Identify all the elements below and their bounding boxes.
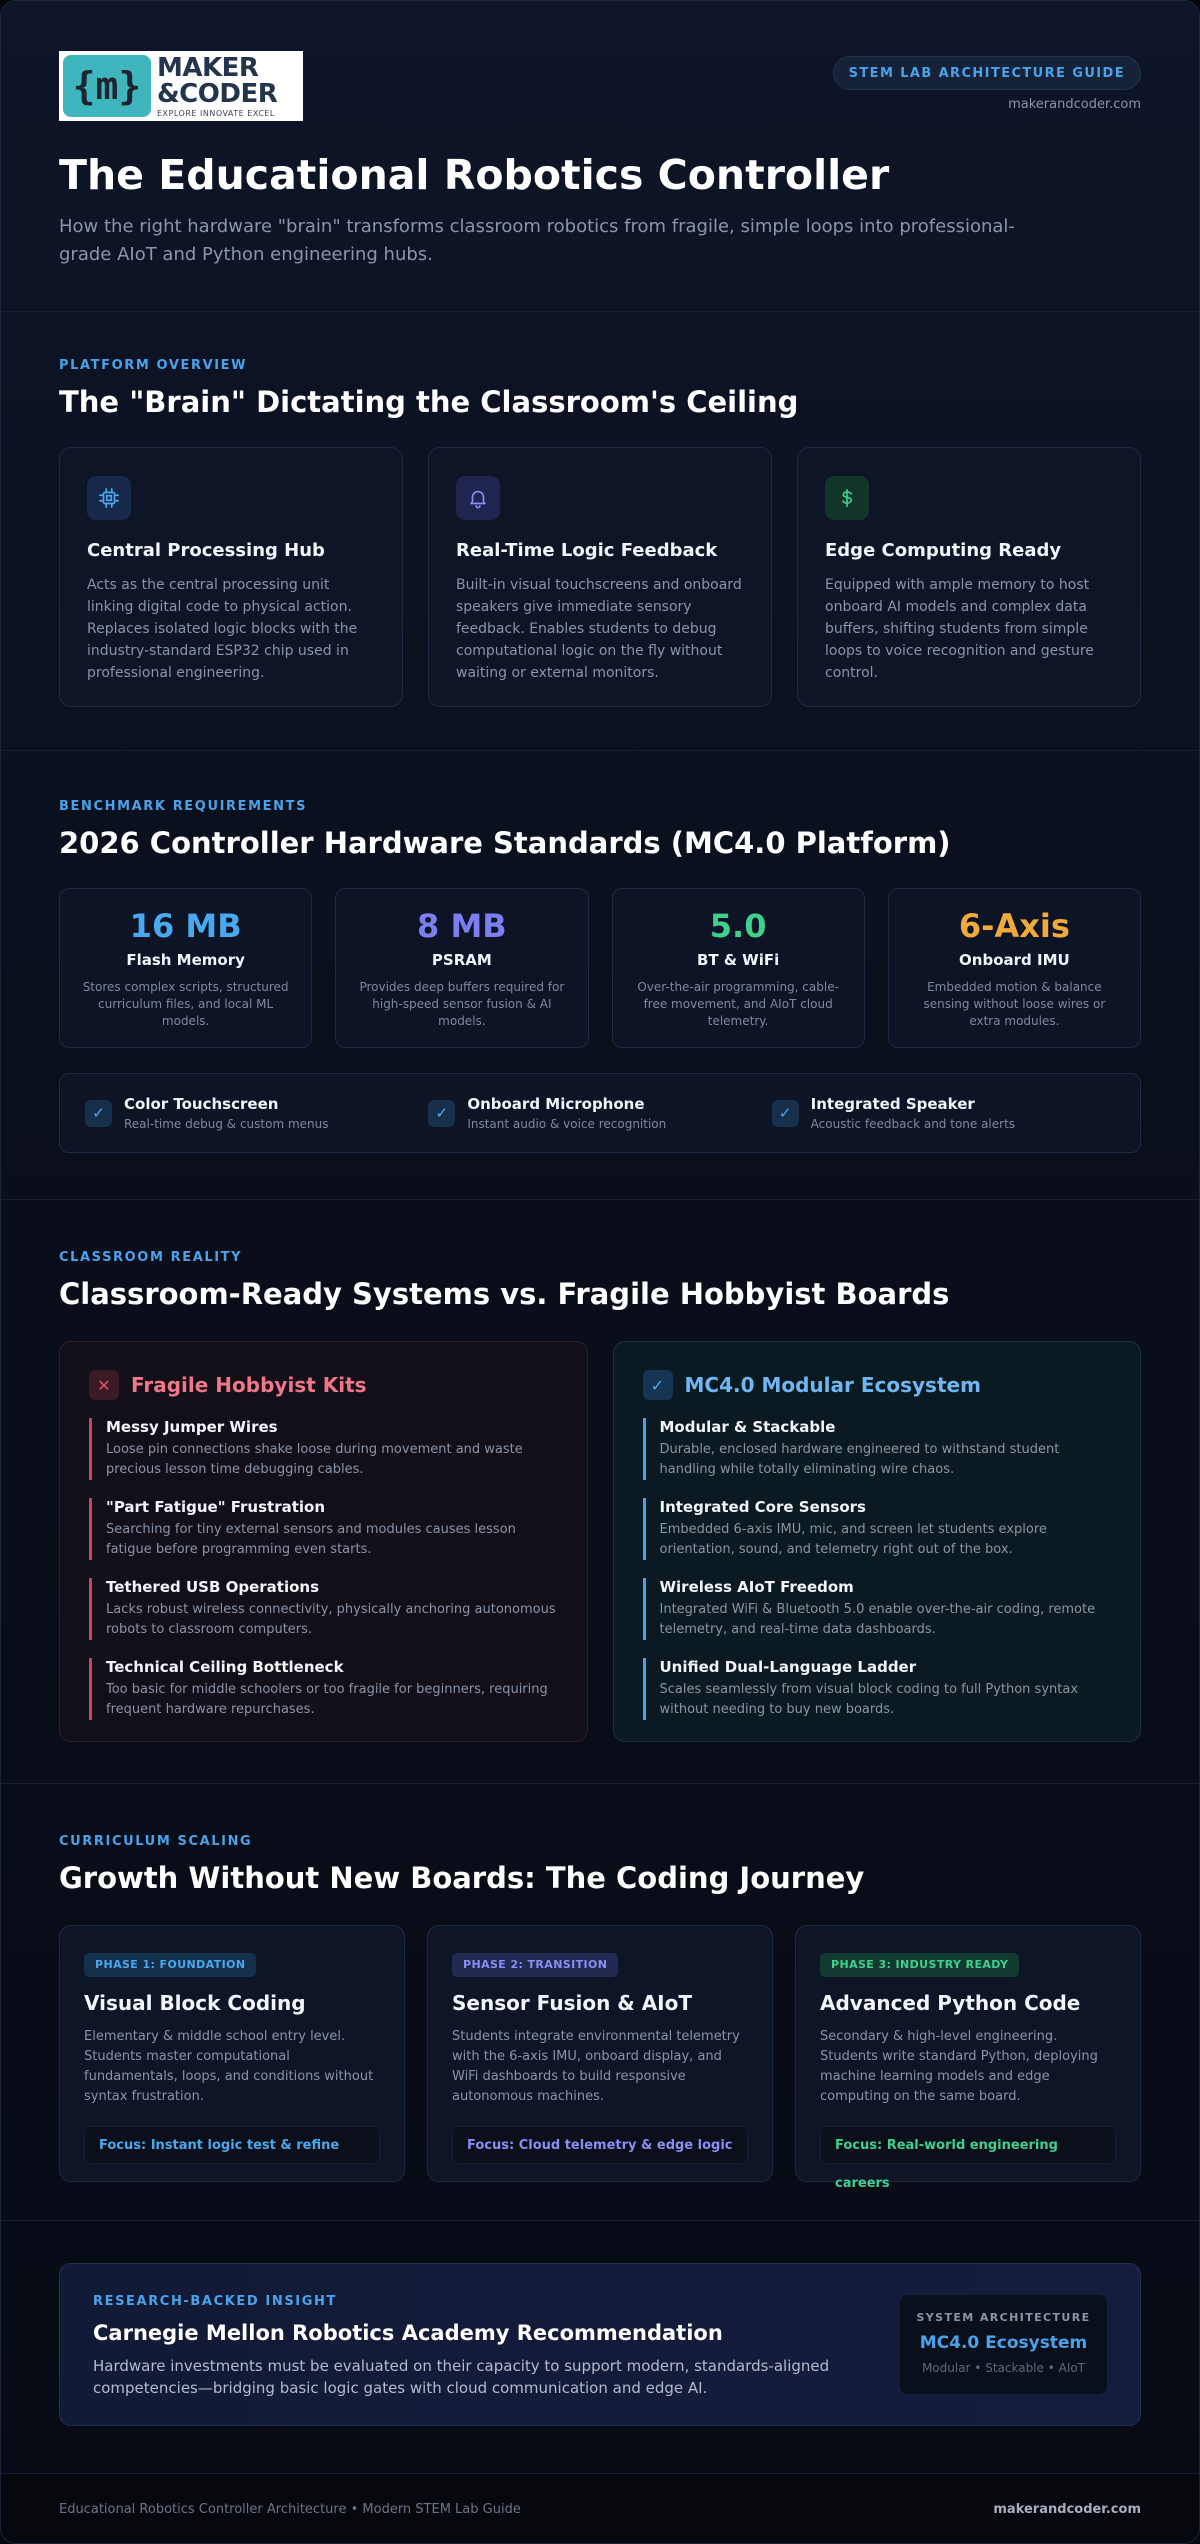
page-subtitle: How the right hardware "brain" transforms classroom robotics from fragile, simple loops into professional-grade AIoT and Python engineering hubs.	[59, 216, 1015, 265]
stat-label: BT & WiFi	[696, 951, 780, 969]
list-item	[89, 1578, 558, 1640]
phase-focus: Focus: Real-world engineering careers	[820, 2126, 1116, 2164]
item-text: Integrated WiFi & Bluetooth 5.0 enable over-the-air coding, remote telemetry, and real-time data dashboards.	[659, 1602, 1096, 1637]
hobbyist-kits-panel	[59, 1341, 588, 1742]
item-title: Modular & Stackable	[659, 1418, 836, 1436]
page-footer	[1, 2474, 1199, 2544]
insight-title: Carnegie Mellon Robotics Academy Recommendation	[93, 2321, 723, 2345]
section-title: The "Brain" Dictating the Classroom's Ceiling	[59, 385, 799, 419]
stat-desc: Provides deep buffers required for high-speed sensor fusion & AI models.	[359, 980, 565, 1028]
section-title: Classroom-Ready Systems vs. Fragile Hobbyist Boards	[59, 1277, 950, 1311]
page-header	[1, 1, 1199, 312]
item-title: Wireless AIoT Freedom	[659, 1578, 854, 1596]
insight-card	[59, 2263, 1141, 2426]
page-title: The Educational Robotics Controller	[59, 151, 890, 199]
item-text: Durable, enclosed hardware engineered to withstand student handling while totally eliminating wire chaos.	[659, 1442, 1060, 1477]
logo-mark-icon: {m}	[63, 55, 151, 117]
phase-focus: Focus: Cloud telemetry & edge logic	[452, 2126, 748, 2164]
logo-word-2: &CODER	[157, 78, 278, 109]
architecture-title: MC4.0 Ecosystem	[919, 2333, 1088, 2353]
stat-value: 6-Axis	[958, 907, 1070, 945]
platform-card	[428, 447, 772, 707]
section-eyebrow: CLASSROOM REALITY	[59, 1250, 243, 1265]
maker-coder-logo[interactable]	[59, 51, 303, 121]
stat-desc: Embedded motion & balance sensing without loose wires or extra modules.	[923, 980, 1106, 1028]
footer-site-link[interactable]: makerandcoder.com	[993, 2502, 1141, 2517]
architecture-box	[900, 2295, 1107, 2394]
section-eyebrow: PLATFORM OVERVIEW	[59, 358, 248, 373]
stat-desc: Stores complex scripts, structured curriculum files, and local ML models.	[82, 980, 289, 1028]
list-item	[643, 1578, 1112, 1640]
card-title: Edge Computing Ready	[825, 540, 1062, 561]
insight-text: Hardware investments must be evaluated on their capacity to support modern, standards-aligned competencies—bridging basic logic gates with cloud communication and edge AI.	[93, 2357, 830, 2397]
feature-desc: Real-time debug & custom menus	[124, 1117, 329, 1131]
panel-title: MC4.0 Modular Ecosystem	[684, 1373, 981, 1397]
section-title: Growth Without New Boards: The Coding Journey	[59, 1861, 865, 1895]
benchmark-section	[1, 751, 1199, 1200]
item-text: Loose pin connections shake loose during movement and waste precious lesson time debugging cables.	[106, 1442, 523, 1477]
item-title: Technical Ceiling Bottleneck	[106, 1658, 344, 1676]
feature-desc: Instant audio & voice recognition	[467, 1117, 667, 1131]
item-text: Too basic for middle schoolers or too fragile for beginners, requiring frequent hardware repurchases.	[106, 1682, 548, 1717]
phase-badge: PHASE 3: INDUSTRY READY	[820, 1953, 1019, 1977]
item-title: Tethered USB Operations	[106, 1578, 320, 1596]
stat-desc: Over-the-air programming, cable-free movement, and AIoT cloud telemetry.	[637, 980, 839, 1028]
phase-title: Advanced Python Code	[820, 1991, 1081, 2015]
feature-bar	[59, 1073, 1141, 1153]
feature-name: Onboard Microphone	[467, 1095, 645, 1113]
phase-card	[795, 1925, 1141, 2191]
list-item	[89, 1418, 558, 1480]
logo-word-1: MAKER	[157, 52, 259, 83]
item-title: Integrated Core Sensors	[659, 1498, 866, 1516]
card-text: Acts as the central processing unit linking digital code to physical action. Replaces isolated logic blocks with the industry-standard ESP32 chip used in professional engineering.	[87, 577, 358, 681]
card-title: Central Processing Hub	[87, 540, 325, 561]
phase-card	[427, 1925, 773, 2182]
feature-item	[85, 1095, 428, 1131]
stat-value: 8 MB	[417, 907, 507, 945]
stat-label: PSRAM	[431, 951, 492, 969]
modular-ecosystem-panel	[613, 1341, 1142, 1742]
check-icon: ✓	[643, 1370, 673, 1400]
platform-card	[59, 447, 403, 707]
platform-section	[1, 312, 1199, 751]
architecture-eyebrow: SYSTEM ARCHITECTURE	[916, 2311, 1091, 2324]
platform-card	[797, 447, 1141, 707]
list-item	[643, 1418, 1112, 1480]
phase-text: Elementary & middle school entry level. Students master computational fundamentals, loops, and conditions without syntax frustration.	[84, 2029, 374, 2104]
curriculum-section	[1, 1784, 1199, 2221]
stat-card	[612, 888, 865, 1048]
card-text: Built-in visual touchscreens and onboard speakers give immediate sensory feedback. Enables students to debug computational logic on the fly without waiting or external monitors.	[456, 577, 742, 681]
architecture-subtitle: Modular • Stackable • AIoT	[921, 2361, 1086, 2375]
list-item	[643, 1498, 1112, 1560]
feature-desc: Acoustic feedback and tone alerts	[810, 1117, 1016, 1131]
panel-title: Fragile Hobbyist Kits	[131, 1373, 367, 1397]
stat-label: Flash Memory	[126, 951, 245, 969]
dollar-icon	[825, 476, 869, 520]
check-icon: ✓	[772, 1100, 799, 1127]
feature-name: Color Touchscreen	[124, 1095, 279, 1113]
card-title: Real-Time Logic Feedback	[456, 540, 718, 561]
bell-icon	[456, 476, 500, 520]
phase-title: Sensor Fusion & AIoT	[452, 1991, 692, 2015]
guide-badge: STEM LAB ARCHITECTURE GUIDE	[833, 56, 1141, 90]
close-icon: ✕	[89, 1370, 119, 1400]
stat-card	[888, 888, 1141, 1048]
item-text: Embedded 6-axis IMU, mic, and screen let students explore orientation, sound, and telemetry right out of the box.	[659, 1522, 1047, 1557]
card-text: Equipped with ample memory to host onboard AI models and complex data buffers, shifting students from simple loops to voice recognition and gesture control.	[825, 577, 1094, 681]
classroom-section	[1, 1200, 1199, 1784]
stat-card	[335, 888, 588, 1048]
list-item	[643, 1658, 1112, 1720]
section-title: 2026 Controller Hardware Standards (MC4.0 Platform)	[59, 826, 951, 860]
item-text: Searching for tiny external sensors and modules causes lesson fatigue before programming even starts.	[106, 1522, 516, 1557]
item-text: Scales seamlessly from visual block coding to full Python syntax without needing to buy new boards.	[659, 1682, 1079, 1717]
logo-tagline: EXPLORE INNOVATE EXCEL	[157, 108, 275, 118]
item-title: Messy Jumper Wires	[106, 1418, 278, 1436]
phase-text: Secondary & high-level engineering. Students write standard Python, deploying machine learning models and edge computing on the same board.	[820, 2029, 1098, 2104]
item-title: Unified Dual-Language Ladder	[659, 1658, 917, 1676]
stat-value: 5.0	[709, 907, 767, 945]
cpu-icon	[87, 476, 131, 520]
feature-item	[772, 1095, 1115, 1131]
item-text: Lacks robust wireless connectivity, physically anchoring autonomous robots to classroom computers.	[106, 1602, 556, 1637]
insight-section	[1, 2221, 1199, 2474]
stat-card	[59, 888, 312, 1048]
list-item	[89, 1658, 558, 1720]
phase-card	[59, 1925, 405, 2182]
stat-label: Onboard IMU	[959, 951, 1070, 969]
insight-eyebrow: RESEARCH-BACKED INSIGHT	[93, 2294, 337, 2309]
check-icon: ✓	[428, 1100, 455, 1127]
section-eyebrow: BENCHMARK REQUIREMENTS	[59, 799, 308, 814]
stat-value: 16 MB	[129, 907, 242, 945]
section-eyebrow: CURRICULUM SCALING	[59, 1834, 253, 1849]
item-title: "Part Fatigue" Frustration	[106, 1498, 326, 1516]
phase-badge: PHASE 1: FOUNDATION	[84, 1953, 256, 1977]
feature-name: Integrated Speaker	[810, 1095, 975, 1113]
feature-item	[428, 1095, 771, 1131]
phase-title: Visual Block Coding	[84, 1991, 306, 2015]
phase-focus: Focus: Instant logic test & refine	[84, 2126, 380, 2164]
check-icon: ✓	[85, 1100, 112, 1127]
list-item	[89, 1498, 558, 1560]
phase-badge: PHASE 2: TRANSITION	[452, 1953, 618, 1977]
phase-text: Students integrate environmental telemetry with the 6-axis IMU, onboard display, and WiFi dashboards to build responsive autonomous machines.	[452, 2029, 740, 2104]
footer-caption: Educational Robotics Controller Architecture • Modern STEM Lab Guide	[59, 2502, 521, 2517]
site-link[interactable]: makerandcoder.com	[1008, 97, 1141, 112]
